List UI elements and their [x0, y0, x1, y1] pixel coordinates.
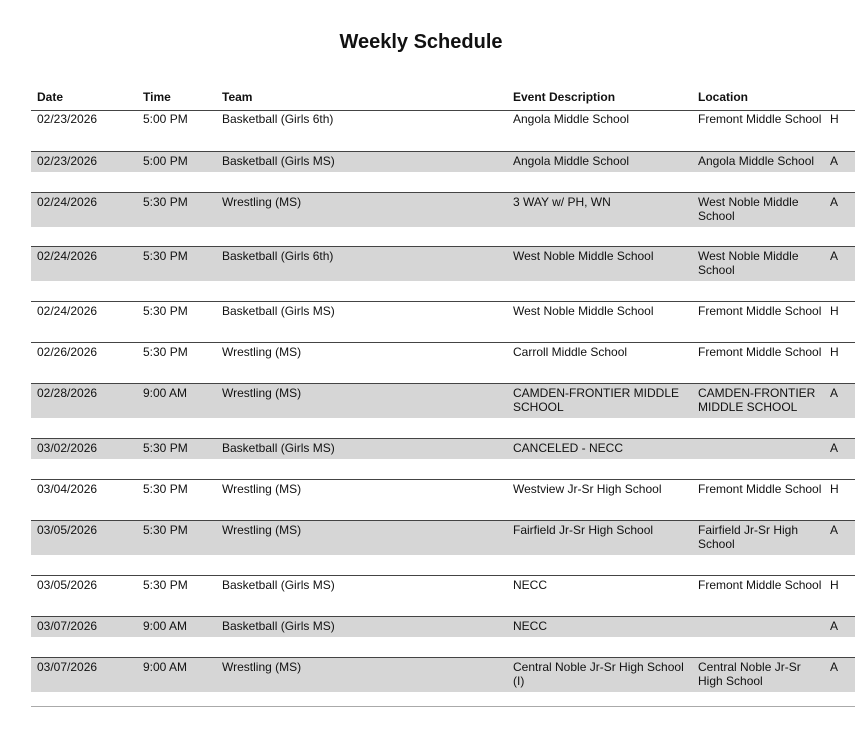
table-row [31, 383, 855, 438]
cell-location: Fremont Middle School [698, 578, 822, 592]
cell-date: 03/04/2026 [37, 482, 98, 496]
table-row [31, 438, 855, 479]
cell-home-away: H [830, 482, 839, 496]
cell-time: 9:00 AM [143, 386, 188, 400]
cell-home-away: A [830, 523, 839, 537]
table-row [31, 616, 855, 657]
table-row [31, 342, 855, 383]
cell-team: Wrestling (MS) [222, 482, 302, 496]
cell-date: 02/24/2026 [37, 304, 98, 318]
cell-description: Angola Middle School [513, 112, 630, 126]
cell-home-away: A [830, 619, 839, 633]
cell-location: Fremont Middle School [698, 345, 822, 359]
table-row [31, 479, 855, 520]
cell-time: 9:00 AM [143, 619, 188, 633]
cell-description: Westview Jr-Sr High School [513, 482, 662, 496]
header-location: Location [698, 90, 748, 104]
cell-description: Central Noble Jr-Sr High School (I) [513, 660, 684, 688]
cell-team: Wrestling (MS) [222, 660, 302, 674]
cell-time: 5:30 PM [143, 195, 188, 209]
cell-home-away: A [830, 660, 839, 674]
cell-date: 03/05/2026 [37, 578, 98, 592]
cell-date: 03/02/2026 [37, 441, 98, 455]
cell-time: 5:30 PM [143, 578, 188, 592]
cell-home-away: A [830, 386, 839, 400]
cell-location: West Noble Middle School [698, 195, 799, 223]
cell-description: Carroll Middle School [513, 345, 628, 359]
schedule-table [31, 110, 855, 712]
cell-time: 5:00 PM [143, 112, 188, 126]
cell-team: Wrestling (MS) [222, 345, 302, 359]
cell-date: 02/24/2026 [37, 195, 98, 209]
cell-date: 02/28/2026 [37, 386, 98, 400]
cell-location: Fremont Middle School [698, 482, 822, 496]
table-row [31, 575, 855, 616]
cell-date: 03/05/2026 [37, 523, 98, 537]
table-row [31, 246, 855, 301]
cell-description: NECC [513, 619, 548, 633]
cell-team: Wrestling (MS) [222, 195, 302, 209]
cell-time: 5:00 PM [143, 154, 188, 168]
cell-home-away: A [830, 441, 839, 455]
cell-time: 5:30 PM [143, 523, 188, 537]
cell-location: CAMDEN-FRONTIER MIDDLE SCHOOL [698, 386, 816, 414]
table-row [31, 657, 855, 712]
cell-home-away: H [830, 578, 839, 592]
cell-time: 9:00 AM [143, 660, 188, 674]
page-title: Weekly Schedule [339, 31, 503, 53]
cell-team: Basketball (Girls MS) [222, 578, 335, 592]
cell-location: Fremont Middle School [698, 112, 822, 126]
cell-home-away: A [830, 154, 839, 168]
cell-description: Angola Middle School [513, 154, 630, 168]
header-date: Date [37, 90, 64, 104]
cell-location: Angola Middle School [698, 154, 815, 168]
cell-home-away: A [830, 195, 839, 209]
cell-home-away: A [830, 249, 839, 263]
table-row [31, 151, 855, 192]
cell-team: Basketball (Girls 6th) [222, 112, 334, 126]
header-description: Event Description [513, 90, 616, 104]
cell-location: Central Noble Jr-Sr High School [698, 660, 801, 688]
cell-time: 5:30 PM [143, 345, 188, 359]
footer-divider [31, 706, 855, 707]
cell-description: West Noble Middle School [513, 249, 654, 263]
cell-date: 02/23/2026 [37, 154, 98, 168]
table-row [31, 192, 855, 246]
cell-date: 02/24/2026 [37, 249, 98, 263]
header-team: Team [222, 90, 253, 104]
table-row [31, 301, 855, 342]
cell-date: 02/23/2026 [37, 112, 98, 126]
cell-team: Basketball (Girls MS) [222, 304, 335, 318]
table-row [31, 520, 855, 575]
cell-home-away: H [830, 304, 839, 318]
cell-location: Fremont Middle School [698, 304, 822, 318]
cell-team: Basketball (Girls 6th) [222, 249, 334, 263]
cell-description: CAMDEN-FRONTIER MIDDLE SCHOOL [513, 386, 680, 414]
table-row [31, 110, 855, 151]
cell-team: Wrestling (MS) [222, 523, 302, 537]
cell-home-away: H [830, 345, 839, 359]
cell-time: 5:30 PM [143, 249, 188, 263]
cell-home-away: H [830, 112, 839, 126]
cell-team: Basketball (Girls MS) [222, 619, 335, 633]
cell-time: 5:30 PM [143, 441, 188, 455]
cell-team: Basketball (Girls MS) [222, 154, 335, 168]
cell-team: Basketball (Girls MS) [222, 441, 335, 455]
cell-time: 5:30 PM [143, 482, 188, 496]
cell-description: 3 WAY w/ PH, WN [513, 195, 611, 209]
cell-location: Fairfield Jr-Sr High School [698, 523, 799, 551]
cell-time: 5:30 PM [143, 304, 188, 318]
cell-description: CANCELED - NECC [513, 441, 624, 455]
header-time: Time [143, 90, 171, 104]
cell-team: Wrestling (MS) [222, 386, 302, 400]
cell-date: 03/07/2026 [37, 660, 98, 674]
cell-date: 02/26/2026 [37, 345, 98, 359]
cell-location: West Noble Middle School [698, 249, 799, 277]
table-header [31, 90, 855, 111]
cell-description: Fairfield Jr-Sr High School [513, 523, 654, 537]
cell-date: 03/07/2026 [37, 619, 98, 633]
cell-description: NECC [513, 578, 548, 592]
cell-description: West Noble Middle School [513, 304, 654, 318]
